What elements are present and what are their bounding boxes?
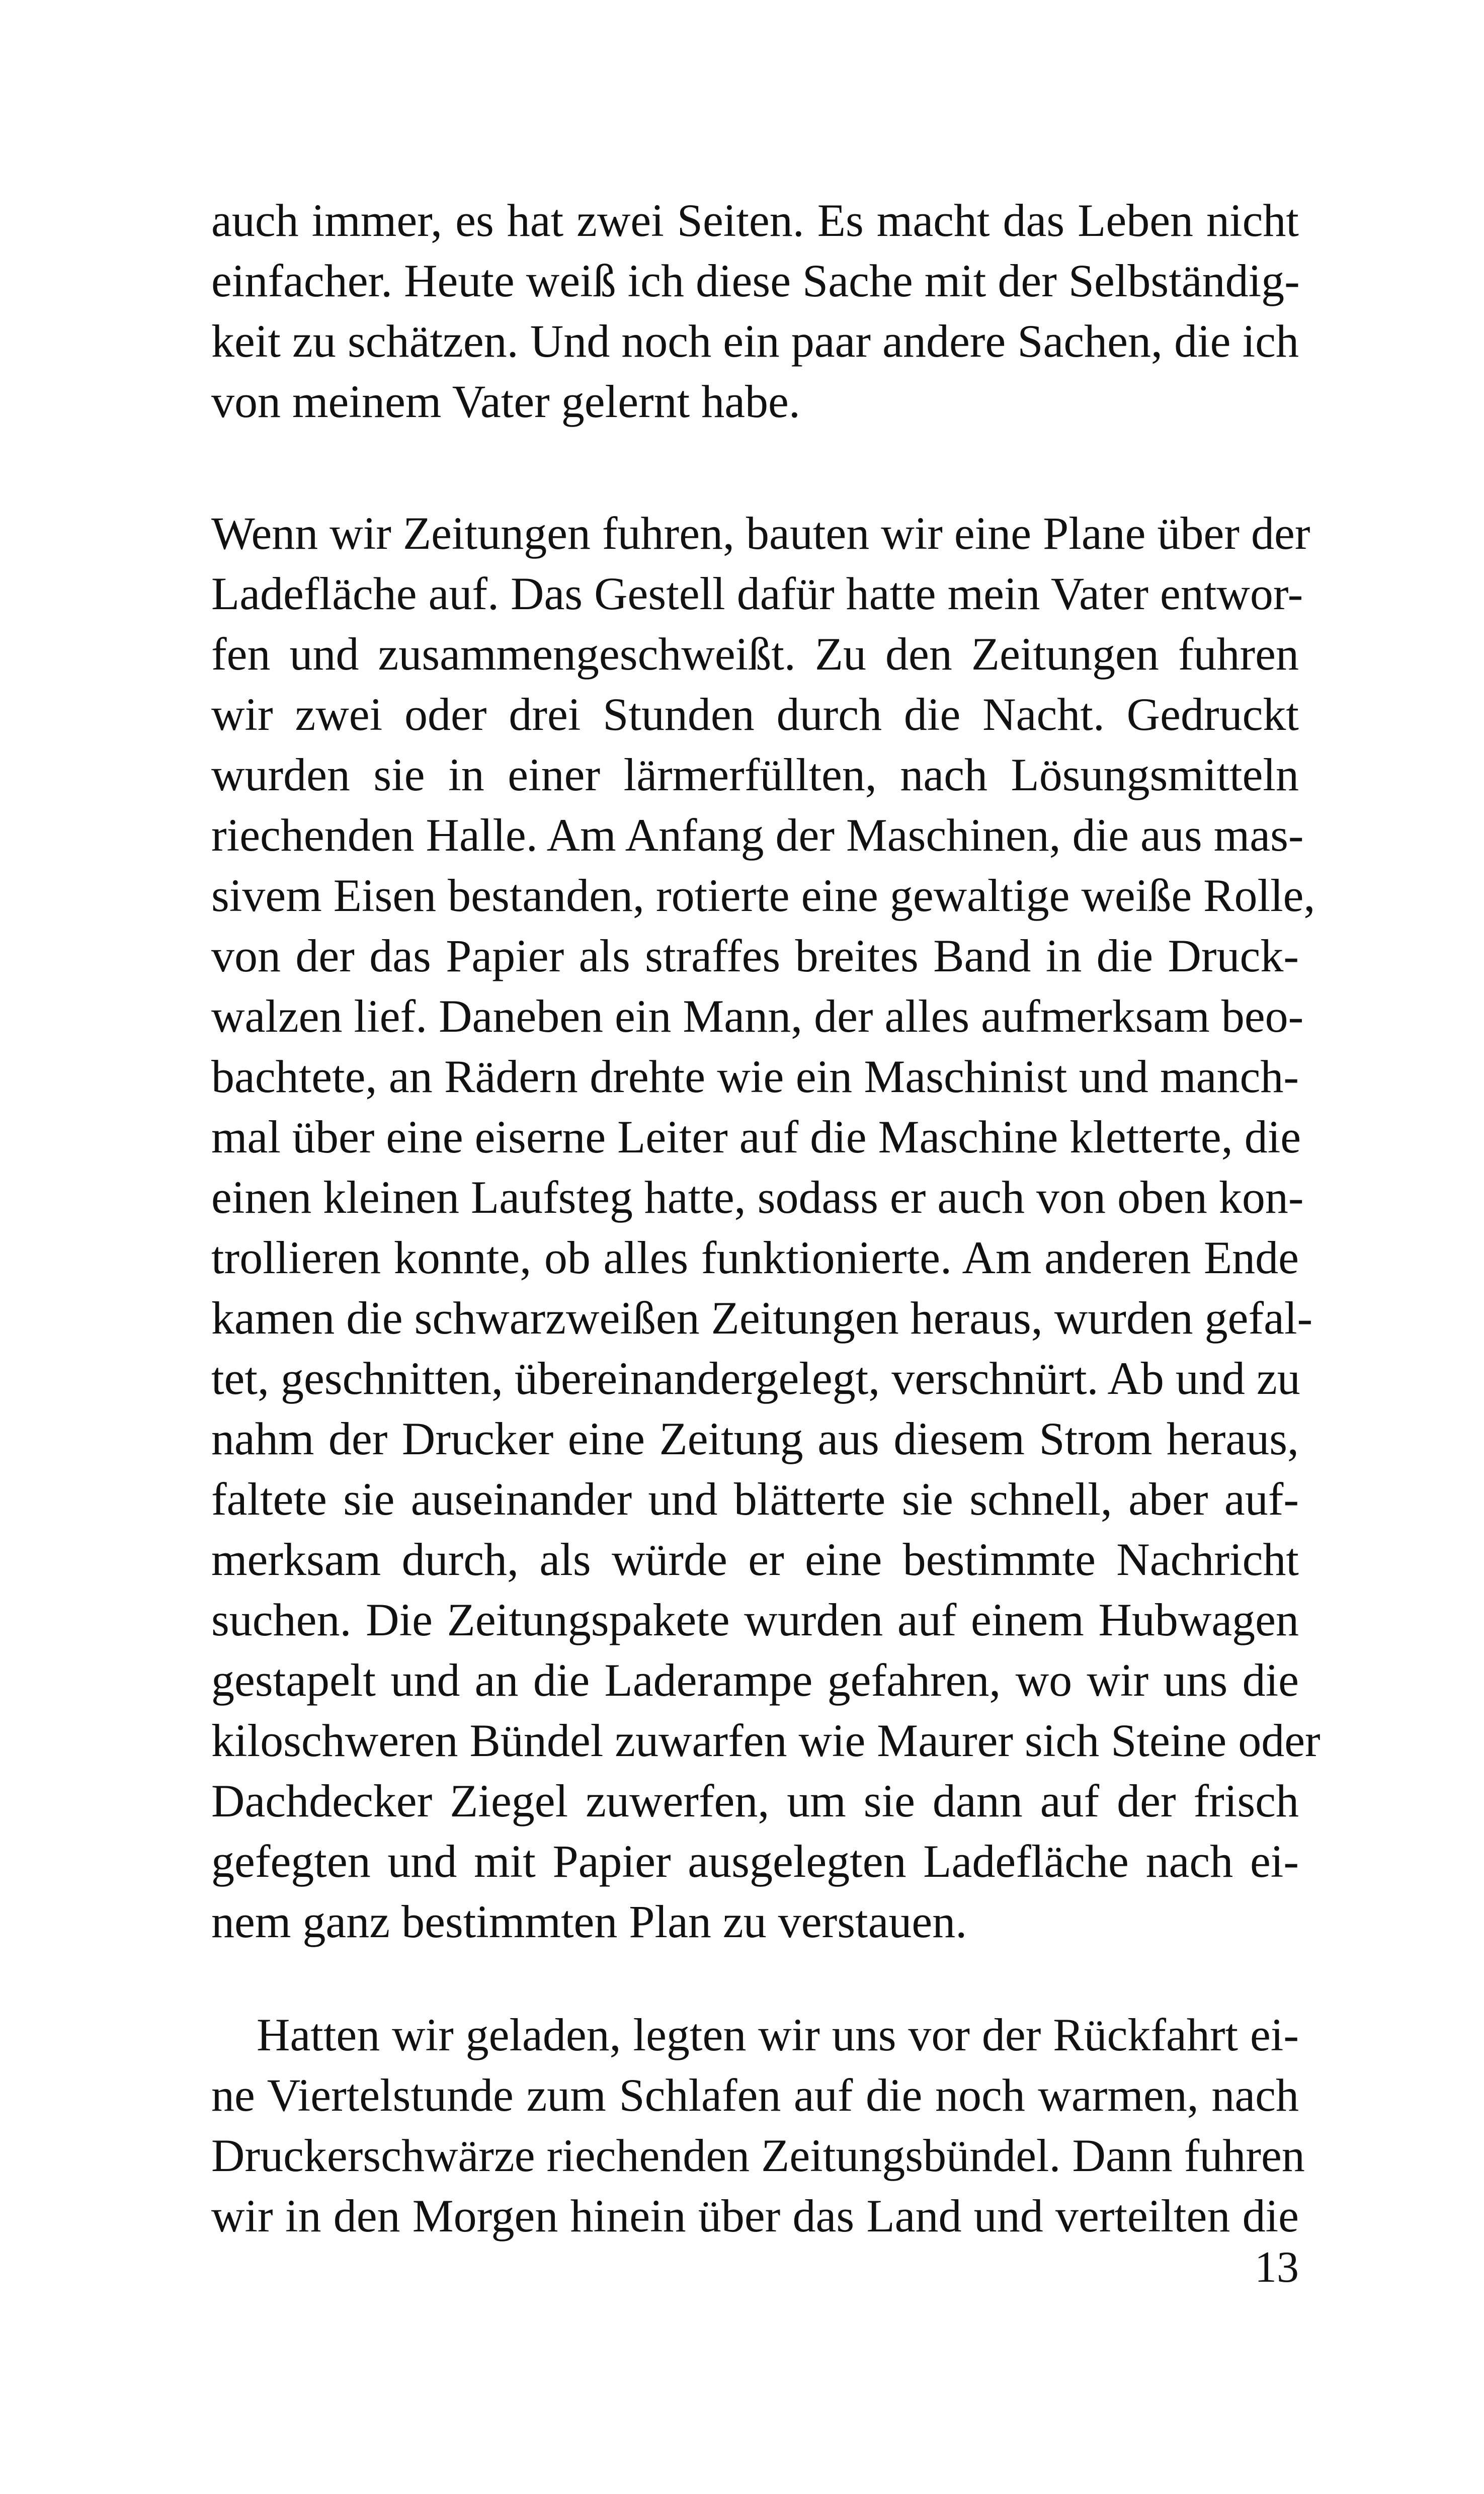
paragraph-1 — [211, 190, 1299, 432]
text-line: einfacher. Heute weiß ich diese Sache mit der Selbständig- — [211, 255, 1300, 306]
text-line: keit zu schätzen. Und noch ein paar andere Sachen, die ich — [211, 315, 1299, 367]
text-line: wurden sie in einer lärmerfüllten, nach Lösungsmitteln — [211, 749, 1299, 800]
text-line: einen kleinen Laufsteg hatte, sodass er auch von oben kon- — [211, 1172, 1304, 1223]
text-line: gestapelt und an die Laderampe gefahren, wo wir uns die — [211, 1654, 1299, 1706]
text-line: von meinem Vater gelernt habe. — [211, 376, 800, 427]
text-line: Dachdecker Ziegel zuwerfen, um sie dann auf der frisch — [211, 1775, 1299, 1826]
text-line: faltete sie auseinander und blätterte sie schnell, aber auf- — [211, 1473, 1299, 1525]
text-line: kamen die schwarzweißen Zeitungen heraus, wurden gefal- — [211, 1292, 1313, 1344]
text-line: Ladefläche auf. Das Gestell dafür hatte mein Vater entwor- — [211, 568, 1303, 619]
text-line: riechenden Halle. Am Anfang der Maschinen, die aus mas- — [211, 809, 1304, 861]
text-line: trollieren konnte, ob alles funktionierte. Am anderen Ende — [211, 1232, 1299, 1283]
text-line: walzen lief. Daneben ein Mann, der alles aufmerksam beo- — [211, 990, 1304, 1042]
text-line: Druckerschwärze riechenden Zeitungsbündel. Dann fuhren — [211, 2130, 1305, 2181]
text-line: auch immer, es hat zwei Seiten. Es macht das Leben nicht — [211, 195, 1299, 246]
text-line: sivem Eisen bestanden, rotierte eine gewaltige weiße Rolle, — [211, 870, 1315, 921]
text-line: tet, geschnitten, übereinandergelegt, verschnürt. Ab und zu — [211, 1353, 1300, 1404]
text-line: mal über eine eiserne Leiter auf die Maschine kletterte, die — [211, 1111, 1301, 1162]
page-number: 13 — [1255, 2243, 1299, 2292]
text-line: fen und zusammengeschweißt. Zu den Zeitungen fuhren — [211, 628, 1299, 680]
text-line: kiloschweren Bündel zuwarfen wie Maurer sich Steine oder — [211, 1715, 1321, 1766]
text-line: gefegten und mit Papier ausgelegten Ladefläche nach ei- — [211, 1836, 1299, 1887]
text-line: nem ganz bestimmten Plan zu verstauen. — [211, 1896, 967, 1947]
text-line: von der das Papier als straffes breites Band in die Druck- — [211, 930, 1299, 981]
paragraph-2 — [211, 503, 1321, 1952]
text-line: wir in den Morgen hinein über das Land und verteilten die — [211, 2190, 1299, 2241]
text-line: bachtete, an Rädern drehte wie ein Maschinist und manch- — [211, 1051, 1299, 1102]
text-line: ne Viertelstunde zum Schlafen auf die noch warmen, nach — [211, 2069, 1299, 2121]
text-line: merksam durch, als würde er eine bestimmte Nachricht — [211, 1534, 1299, 1585]
text-line: nahm der Drucker eine Zeitung aus diesem Strom heraus, — [211, 1413, 1299, 1464]
paragraph-3 — [211, 2005, 1305, 2246]
text-line: wir zwei oder drei Stunden durch die Nacht. Gedruckt — [211, 689, 1299, 740]
text-line: Hatten wir geladen, legten wir uns vor der Rückfahrt ei- — [257, 2009, 1299, 2060]
text-line: suchen. Die Zeitungspakete wurden auf einem Hubwagen — [211, 1594, 1299, 1645]
text-line: Wenn wir Zeitungen fuhren, bauten wir eine Plane über der — [211, 508, 1310, 559]
